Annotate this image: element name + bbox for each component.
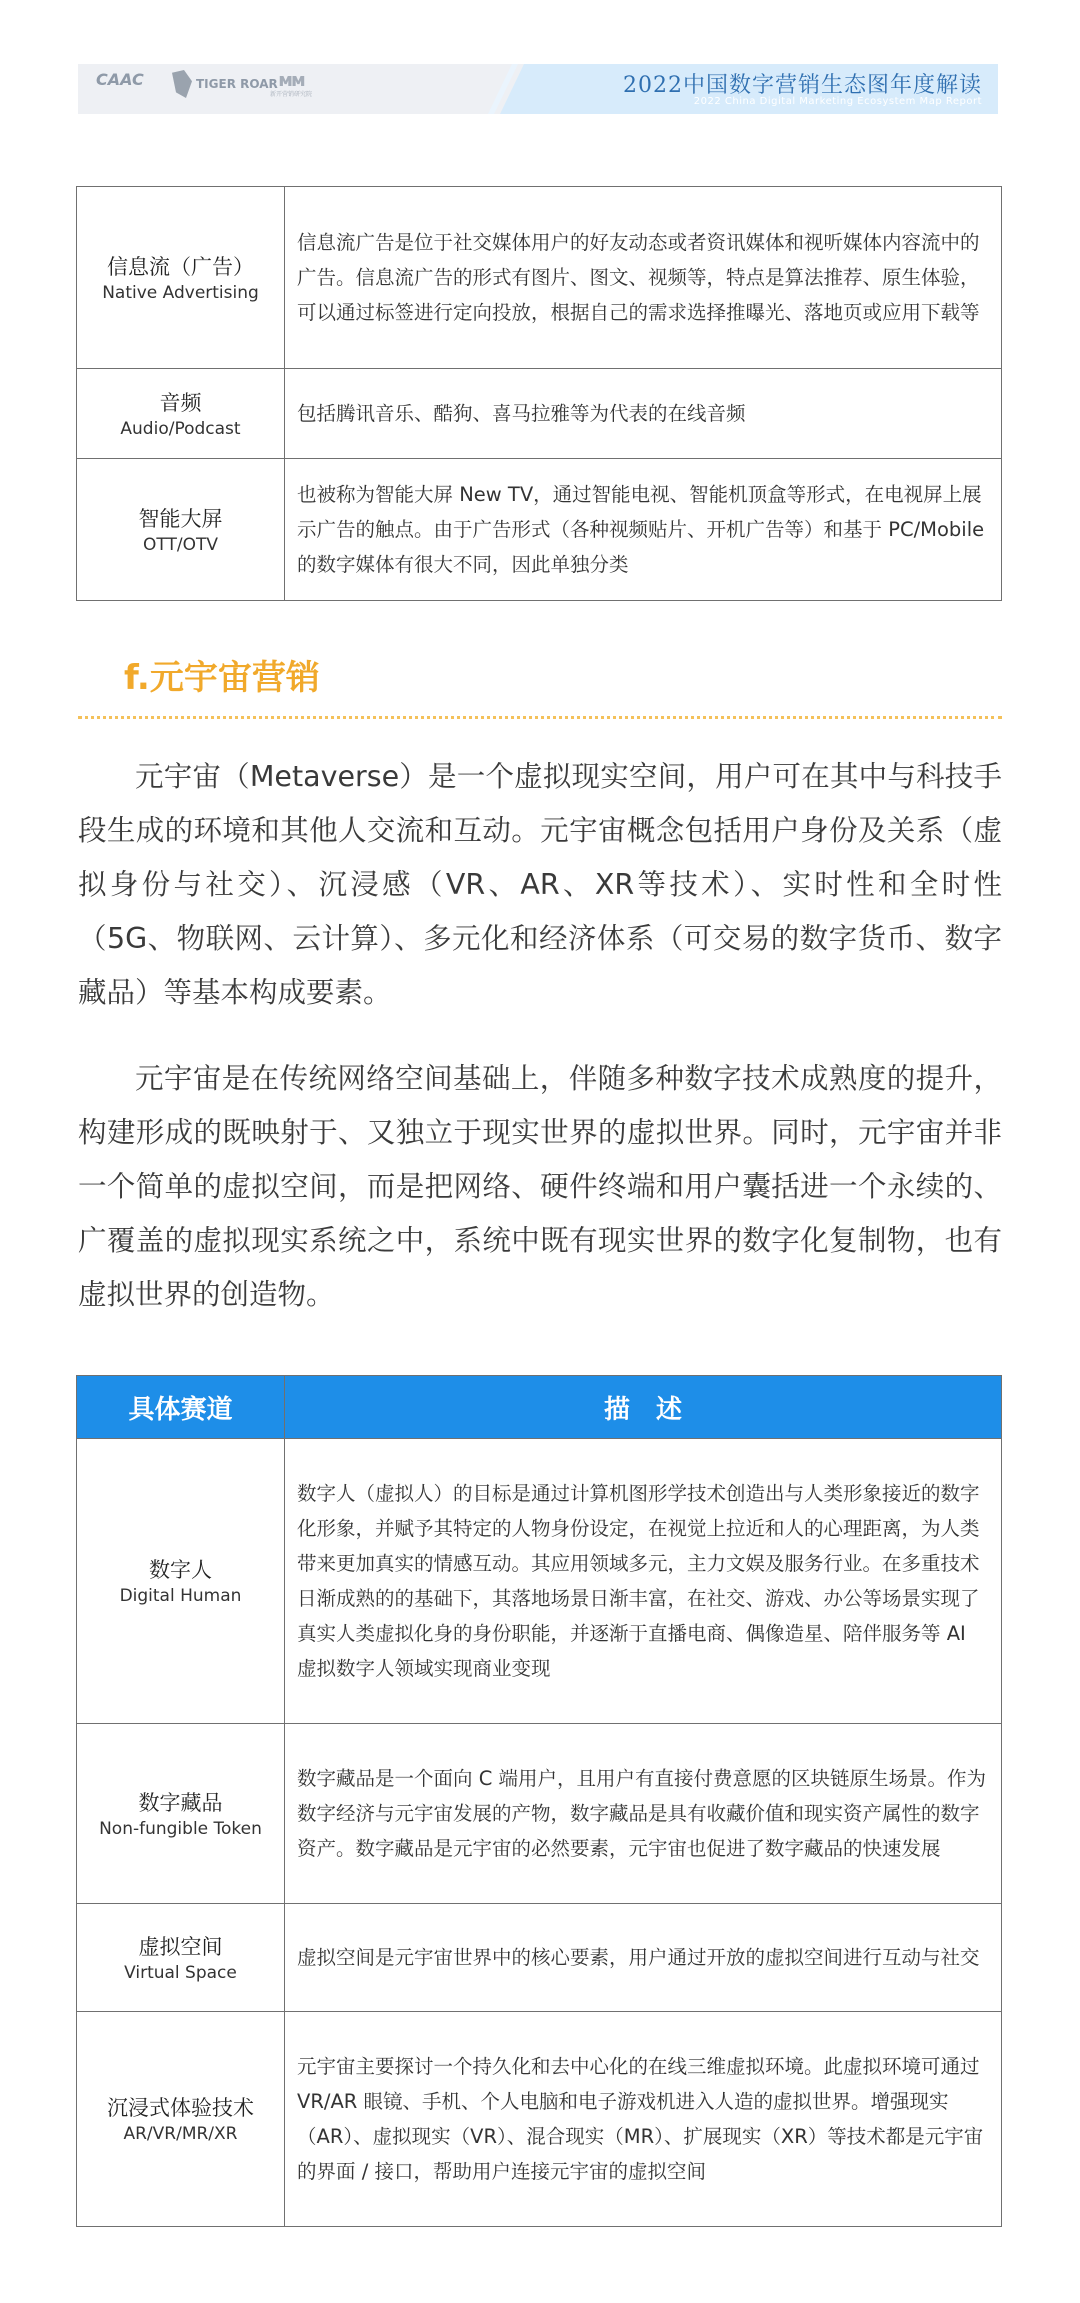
table-row xyxy=(77,1724,1002,1904)
row-name-zh: 沉浸式体验技术 xyxy=(107,2096,254,2120)
row-name-en: Non-fungible Token xyxy=(99,1818,262,1839)
header-col-track: 具体赛道 xyxy=(77,1376,285,1439)
table-row xyxy=(77,1904,1002,2012)
table-row xyxy=(77,1439,1002,1724)
row-desc-cell: 也被称为智能大屏 New TV，通过智能电视、智能机顶盒等形式，在电视屏上展示广告的触点。由于广告形式（各种视频贴片、开机广告等）和基于 PC/Mobile 的数字媒体有很大不同，因此单独分类 xyxy=(285,459,1002,601)
row-name-en: Digital Human xyxy=(119,1586,242,1606)
row-desc-cell: 数字人（虚拟人）的目标是通过计算机图形学技术创造出与人类形象接近的数字化形象，并赋予其特定的人物身份设定，在视觉上拉近和人的心理距离，为人类带来更加真实的情感互动。其应用领域多元，主力文娱及服务行业。在多重技术日渐成熟的的基础下，其落地场景日渐丰富，在社交、游戏、办公等场景实现了真实人类虚拟化身的身份职能，并逐渐于直播电商、偶像造星、陪伴服务等 AI 虚拟数字人领域实现商业变现 xyxy=(285,1439,1002,1724)
table-row xyxy=(77,2012,1002,2227)
paragraph: 元宇宙是在传统网络空间基础上，伴随多种数字技术成熟度的提升，构建形成的既映射于、又独立于现实世界的虚拟世界。同时，元宇宙并非一个简单的虚拟空间，而是把网络、硬件终端和用户囊括进一个永续的、广覆盖的虚拟现实系统之中，系统中既有现实世界的数字化复制物，也有虚拟世界的创造物。 xyxy=(78,1062,1002,1311)
metaverse-table xyxy=(76,1375,1002,2227)
m-logo-text: 新开营销研究院 xyxy=(270,91,313,98)
tiger-icon xyxy=(172,70,192,98)
row-name-zh: 音频 xyxy=(159,390,202,415)
row-name-zh: 信息流（广告） xyxy=(107,254,254,279)
row-name-en: OTT/OTV xyxy=(143,534,218,555)
row-desc-cell: 包括腾讯音乐、酷狗、喜马拉雅等为代表的在线音频 xyxy=(285,369,1002,459)
row-name-zh: 数字藏品 xyxy=(138,1790,223,1815)
row-name-en: Virtual Space xyxy=(124,1962,237,1983)
row-name-cell xyxy=(77,1724,285,1904)
row-name-cell xyxy=(77,1904,285,2012)
paragraph: 元宇宙（Metaverse）是一个虚拟现实空间，用户可在其中与科技手段生成的环境和其他人交流和互动。元宇宙概念包括用户身份及关系（虚拟身份与社交）、沉浸感（VR、AR、XR等技术）、实时性和全时性（5G、物联网、云计算）、多元化和经济体系（可交易的数字货币、数字藏品）等基本构成要素。 xyxy=(78,760,1002,1009)
row-name-en: Audio/Podcast xyxy=(120,418,241,439)
caac-logo: CAAC xyxy=(96,70,144,89)
row-name-cell xyxy=(77,1439,285,1724)
media-table xyxy=(76,186,1002,601)
dotted-divider xyxy=(78,716,1002,719)
row-name-zh: 虚拟空间 xyxy=(138,1934,223,1959)
table-row xyxy=(77,187,1002,369)
row-desc-cell: 虚拟空间是元宇宙世界中的核心要素，用户通过开放的虚拟空间进行互动与社交 xyxy=(285,1904,1002,2012)
tiger-roar-logo xyxy=(172,70,278,98)
row-name-cell xyxy=(77,187,285,369)
row-name-cell xyxy=(77,459,285,601)
report-title: 2022中国数字营销生态图年度解读 xyxy=(623,73,982,98)
row-desc-cell: 元宇宙主要探讨一个持久化和去中心化的在线三维虚拟环境。此虚拟环境可通过 VR/AR 眼镜、手机、个人电脑和电子游戏机进入人造的虚拟世界。增强现实（AR）、虚拟现实（VR）、混合现实（MR）、扩展现实（XR）等技术都是元宇宙的界面 / 接口，帮助用户连接元宇宙的虚拟空间 xyxy=(285,2012,1002,2227)
page-header xyxy=(0,0,1080,160)
table-header-row xyxy=(77,1376,1002,1439)
row-desc-cell: 信息流广告是位于社交媒体用户的好友动态或者资讯媒体和视听媒体内容流中的广告。信息流广告的形式有图片、图文、视频等，特点是算法推荐、原生体验，可以通过标签进行定向投放，根据自己的需求选择推曝光、落地页或应用下载等 xyxy=(285,187,1002,369)
section-title: f.元宇宙营销 xyxy=(124,658,320,698)
row-name-zh: 数字人 xyxy=(149,1558,212,1582)
row-name-en: Native Advertising xyxy=(102,282,259,303)
row-desc-cell: 数字藏品是一个面向 C 端用户，且用户有直接付费意愿的区块链原生场景。作为数字经济与元宇宙发展的产物，数字藏品是具有收藏价值和现实资产属性的数字资产。数字藏品是元宇宙的必然要素，元宇宙也促进了数字藏品的快速发展 xyxy=(285,1724,1002,1904)
header-col-desc: 描 述 xyxy=(285,1376,1002,1439)
report-subtitle: 2022 China Digital Marketing Ecosystem Map Report xyxy=(693,96,982,107)
tiger-logo-text: TIGER ROAR xyxy=(196,76,278,91)
table-row xyxy=(77,459,1002,601)
m-icon: ᴍᴍ xyxy=(278,70,304,91)
row-name-cell xyxy=(77,2012,285,2227)
table-row xyxy=(77,369,1002,459)
row-name-cell xyxy=(77,369,285,459)
row-name-zh: 智能大屏 xyxy=(138,506,223,531)
m-logo xyxy=(270,70,312,98)
row-name-en: AR/VR/MR/XR xyxy=(123,2124,238,2144)
